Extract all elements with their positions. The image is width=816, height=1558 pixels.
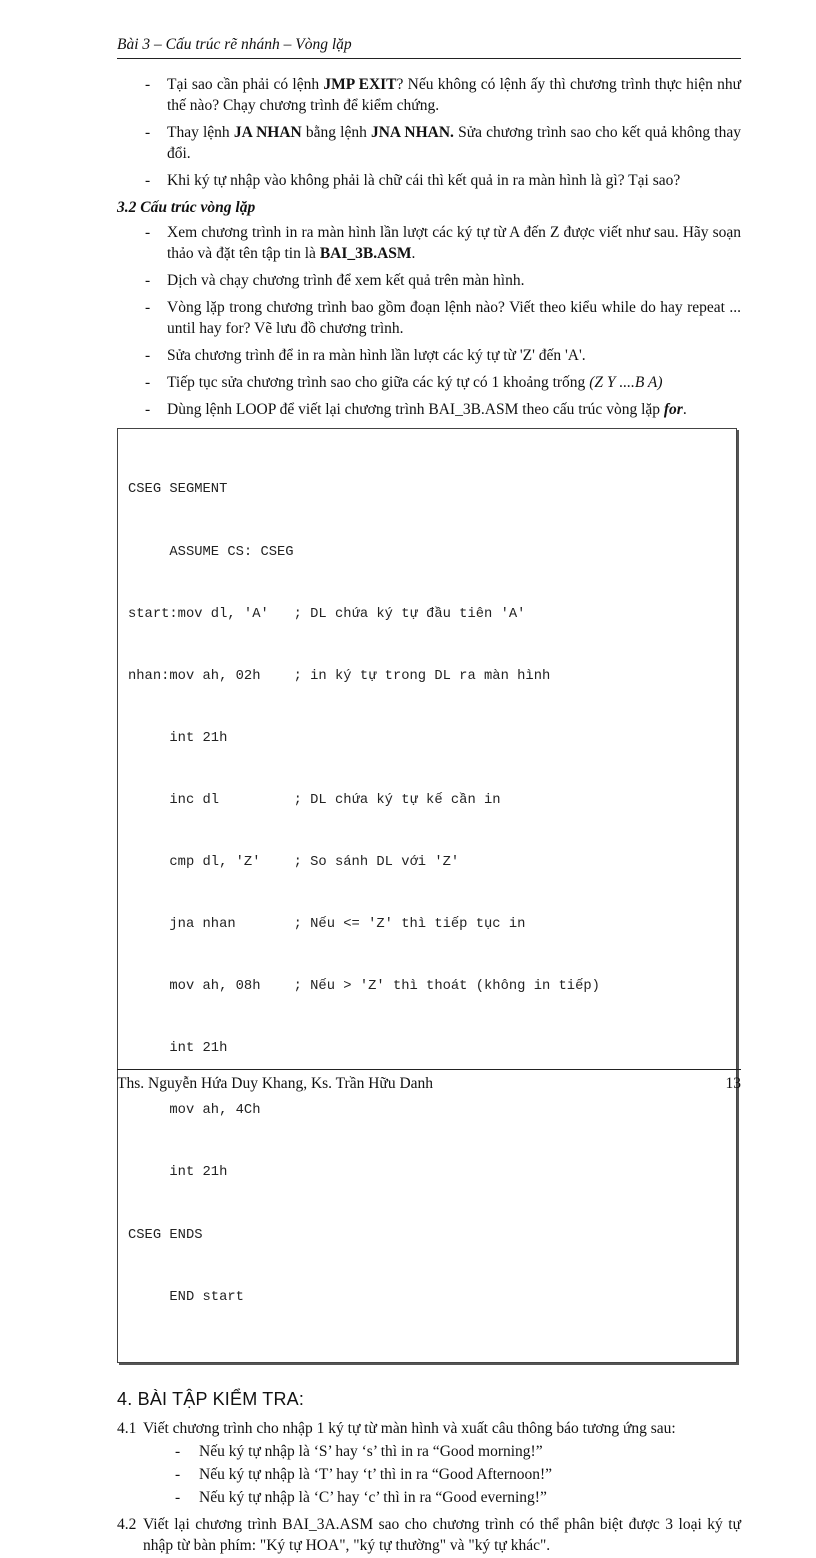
bullet-dash: - bbox=[145, 124, 151, 141]
bullet-dash: - bbox=[145, 272, 151, 289]
code-line: ASSUME CS: CSEG bbox=[128, 544, 294, 560]
bullet-dash: - bbox=[175, 1488, 181, 1506]
page-content bbox=[117, 74, 741, 1558]
list-item: - Tại sao cần phải có lệnh JMP EXIT? Nếu không có lệnh ấy thì chương trình thực hiện như thế nào? Chạy chương trình để kiểm chứng. bbox=[145, 76, 741, 114]
bullet-dash: - bbox=[145, 401, 151, 418]
header-rule bbox=[117, 58, 741, 59]
bullet-dash: - bbox=[175, 1442, 181, 1460]
exercise-number: 4.1 bbox=[117, 1419, 137, 1437]
footer-authors: Ths. Nguyễn Hứa Duy Khang, Ks. Trần Hữu Danh bbox=[117, 1075, 434, 1092]
exercise-4-1 bbox=[117, 1418, 741, 1439]
bullet-dash: - bbox=[175, 1465, 181, 1483]
list-item: - Nếu ký tự nhập là ‘T’ hay ‘t’ thì in ra “Good Afternoon!” bbox=[175, 1465, 553, 1483]
code-line: start:mov dl, 'A' ; DL chứa ký tự đầu tiên 'A' bbox=[128, 606, 526, 622]
code-line: nhan:mov ah, 02h ; in ký tự trong DL ra màn hình bbox=[128, 668, 551, 684]
list-item: - Dùng lệnh LOOP để viết lại chương trình BAI_3B.ASM theo cấu trúc vòng lặp for. bbox=[145, 401, 687, 418]
code-line: CSEG ENDS bbox=[128, 1227, 203, 1243]
loop-bullet-list bbox=[117, 222, 741, 420]
bullet-dash: - bbox=[145, 224, 151, 241]
code-line: cmp dl, 'Z' ; So sánh DL với 'Z' bbox=[128, 854, 460, 870]
code-line: int 21h bbox=[128, 730, 228, 746]
code-line: CSEG SEGMENT bbox=[128, 482, 228, 498]
code-block bbox=[128, 439, 726, 1350]
code-line: int 21h bbox=[128, 1165, 228, 1181]
code-line: mov ah, 08h ; Nếu > 'Z' thì thoát (không in tiếp) bbox=[128, 979, 600, 995]
code-line: inc dl ; DL chứa ký tự kế cần in bbox=[128, 792, 501, 808]
page-header: Bài 3 – Cấu trúc rẽ nhánh – Vòng lặp bbox=[117, 36, 352, 53]
list-item: - Tiếp tục sửa chương trình sao cho giữa các ký tự có 1 khoảng trống (Z Y ....B A) bbox=[145, 374, 663, 391]
bullet-dash: - bbox=[145, 299, 151, 316]
page-number: 13 bbox=[725, 1075, 741, 1092]
code-line: mov ah, 4Ch bbox=[128, 1103, 261, 1119]
bullet-dash: - bbox=[145, 76, 151, 93]
bullet-dash: - bbox=[145, 374, 151, 391]
list-item: - Dịch và chạy chương trình để xem kết quả trên màn hình. bbox=[145, 272, 525, 289]
section-title-exercises: 4. BÀI TẬP KIỂM TRA: bbox=[117, 1388, 305, 1409]
code-line: int 21h bbox=[128, 1041, 228, 1057]
exercise-4-2 bbox=[117, 1514, 741, 1556]
code-line: END start bbox=[128, 1289, 244, 1305]
list-item: - Xem chương trình in ra màn hình lần lượt các ký tự từ A đến Z được viết như sau. Hãy soạn thảo và đặt tên tập tin là BAI_3B.ASM. bbox=[145, 224, 741, 262]
bullet-dash: - bbox=[145, 172, 151, 189]
list-item: - Nếu ký tự nhập là ‘S’ hay ‘s’ thì in ra “Good morning!” bbox=[175, 1442, 543, 1460]
footer-rule bbox=[117, 1069, 741, 1070]
code-line: jna nhan ; Nếu <= 'Z' thì tiếp tục in bbox=[128, 917, 526, 933]
exercise-4-1-items bbox=[117, 1441, 741, 1508]
code-listing bbox=[117, 428, 737, 1363]
exercise-number: 4.2 bbox=[117, 1515, 137, 1533]
list-item: - Thay lệnh JA NHAN bằng lệnh JNA NHAN. Sửa chương trình sao cho kết quả không thay đổi. bbox=[145, 124, 741, 162]
exercise-text: Viết lại chương trình BAI_3A.ASM sao cho chương trình có thể phân biệt được 3 loại ký tự nhập từ bàn phím: "Ký tự HOA", "ký tự thường" và "ký tự khác". bbox=[143, 1515, 741, 1554]
list-item: - Vòng lặp trong chương trình bao gồm đoạn lệnh nào? Viết theo kiểu while do hay repeat ... until hay for? Vẽ lưu đồ chương trình. bbox=[145, 299, 741, 337]
section-heading-loop: 3.2 Cấu trúc vòng lặp bbox=[117, 199, 256, 216]
bullet-dash: - bbox=[145, 347, 151, 364]
exercise-text: Viết chương trình cho nhập 1 ký tự từ màn hình và xuất câu thông báo tương ứng sau: bbox=[143, 1419, 676, 1437]
list-item: - Khi ký tự nhập vào không phải là chữ cái thì kết quả in ra màn hình là gì? Tại sao? bbox=[145, 172, 681, 189]
intro-bullet-list bbox=[117, 74, 741, 191]
list-item: - Sửa chương trình để in ra màn hình lần lượt các ký tự từ 'Z' đến 'A'. bbox=[145, 347, 586, 364]
list-item: - Nếu ký tự nhập là ‘C’ hay ‘c’ thì in ra “Good everning!” bbox=[175, 1488, 547, 1506]
